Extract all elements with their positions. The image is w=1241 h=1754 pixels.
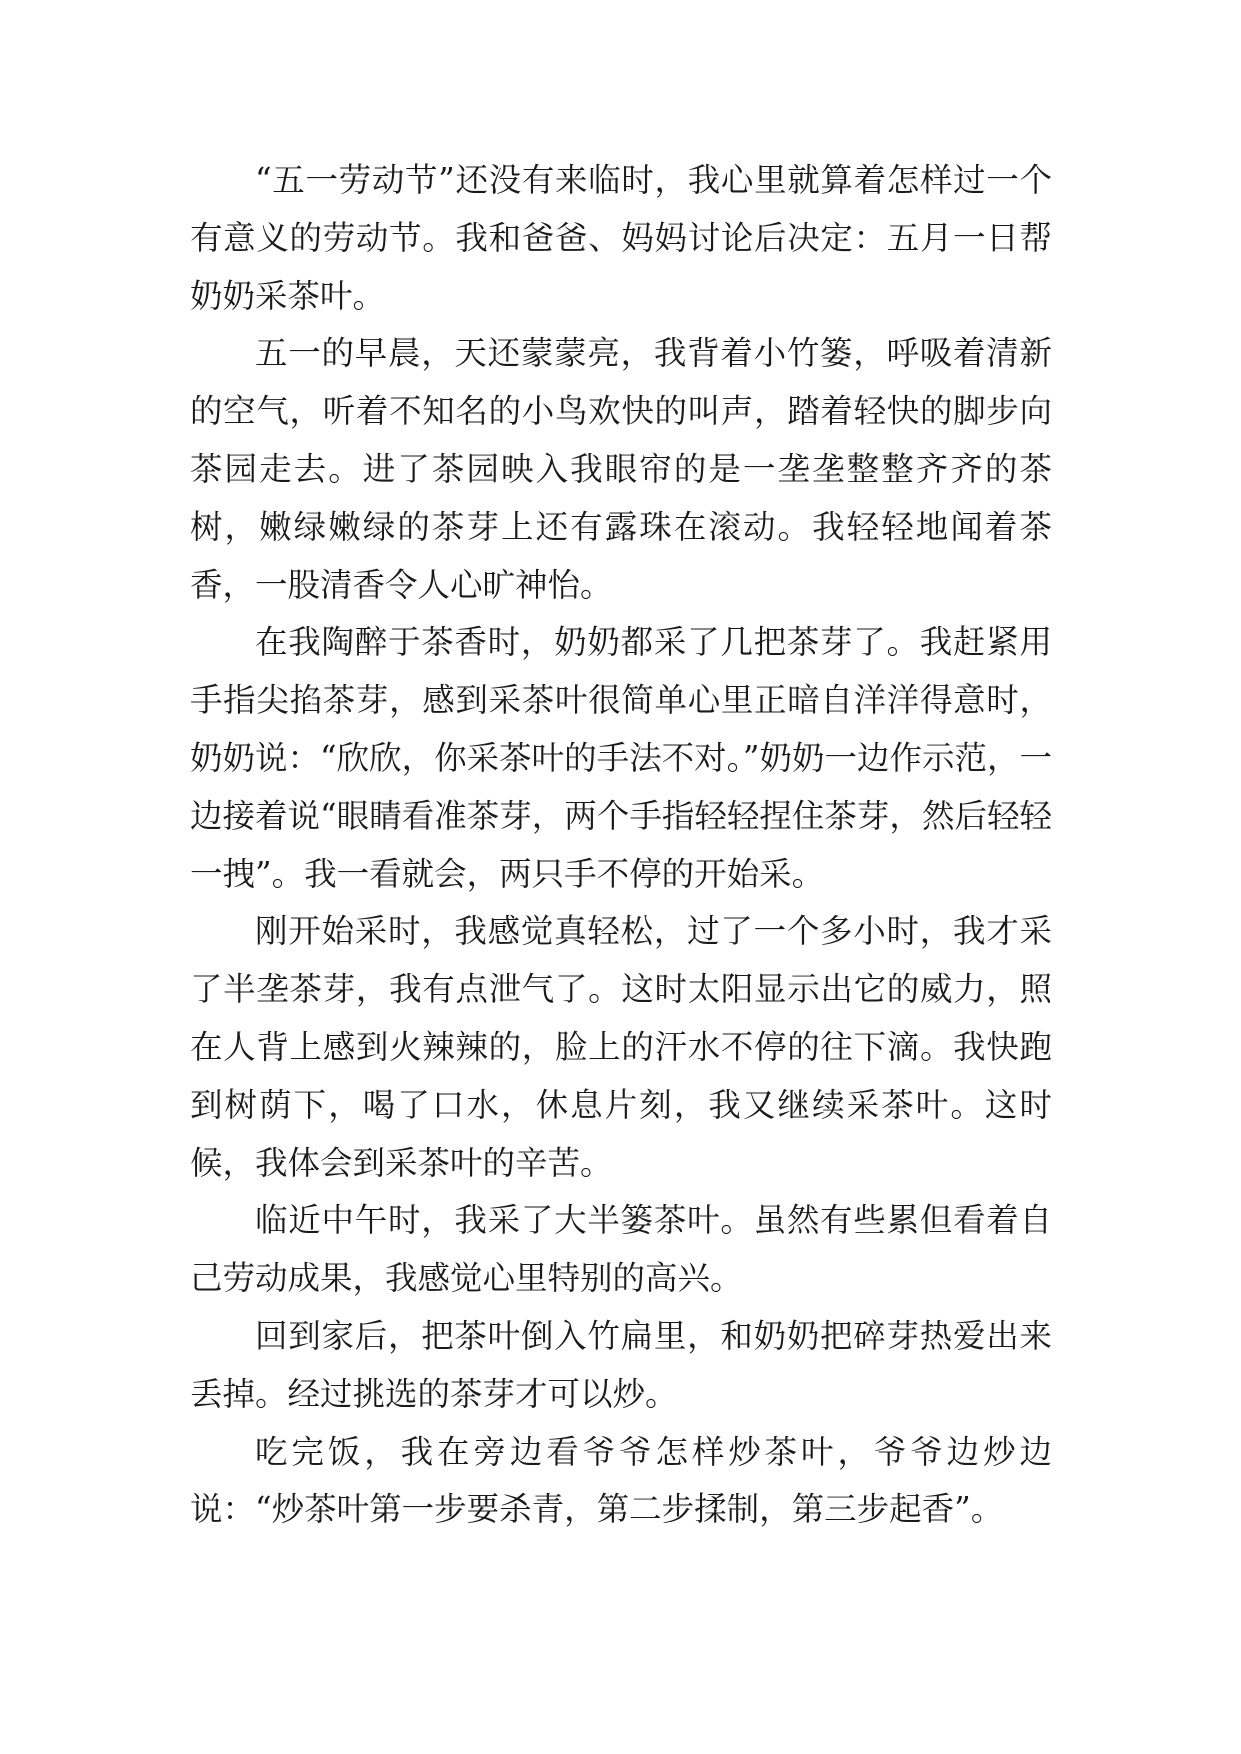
paragraph-7: 吃完饭，我在旁边看爷爷怎样炒茶叶，爷爷边炒边说：“炒茶叶第一步要杀青，第二步揉制，第三步起香”。 — [190, 1432, 1052, 1529]
paragraph-1: “五一劳动节”还没有来临时，我心里就算着怎样过一个有意义的劳动节。我和爸爸、妈妈讨论后决定：五月一日帮奶奶采茶叶。 — [190, 161, 1052, 315]
document-body — [190, 152, 1052, 1539]
paragraph-3: 在我陶醉于茶香时，奶奶都采了几把茶芽了。我赶紧用手指尖掐茶芽，感到采茶叶很简单心里正暗自洋洋得意时，奶奶说：“欣欣，你采茶叶的手法不对。”奶奶一边作示范，一边接着说“眼睛看准茶芽，两个手指轻轻捏住茶芽，然后轻轻一拽”。我一看就会，两只手不停的开始采。 — [190, 623, 1052, 893]
paragraph-2: 五一的早晨，天还蒙蒙亮，我背着小竹篓，呼吸着清新的空气，听着不知名的小鸟欢快的叫声，踏着轻快的脚步向茶园走去。进了茶园映入我眼帘的是一垄垄整整齐齐的茶树，嫩绿嫩绿的茶芽上还有露珠在滚动。我轻轻地闻着茶香，一股清香令人心旷神怡。 — [190, 334, 1052, 604]
paragraph-5: 临近中午时，我采了大半篓茶叶。虽然有些累但看着自己劳动成果，我感觉心里特别的高兴。 — [190, 1201, 1052, 1298]
paragraph-6: 回到家后，把茶叶倒入竹扁里，和奶奶把碎芽热爱出来丢掉。经过挑选的茶芽才可以炒。 — [190, 1316, 1052, 1413]
paragraph-4: 刚开始采时，我感觉真轻松，过了一个多小时，我才采了半垄茶芽，我有点泄气了。这时太阳显示出它的威力，照在人背上感到火辣辣的，脸上的汗水不停的往下滴。我快跑到树荫下，喝了口水，休息片刻，我又继续采茶叶。这时候，我体会到采茶叶的辛苦。 — [190, 912, 1052, 1182]
